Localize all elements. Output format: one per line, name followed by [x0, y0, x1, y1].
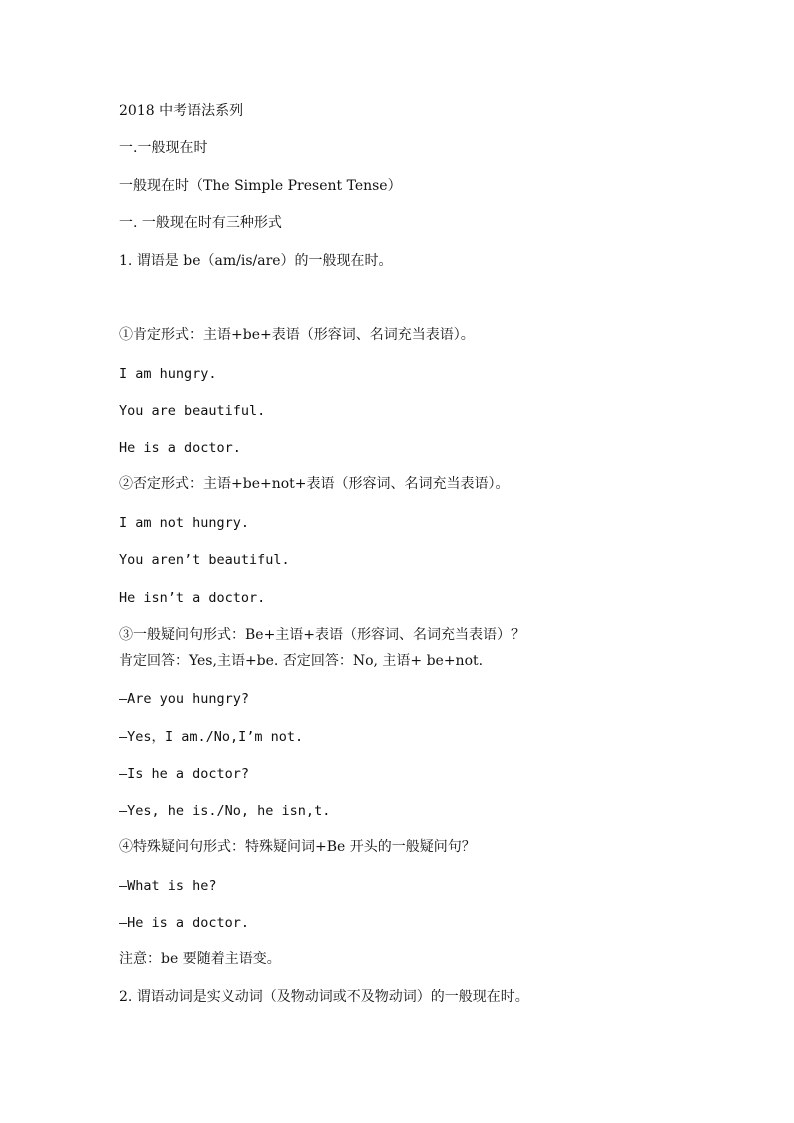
wh-question-rule: ④特殊疑问句形式：特殊疑问词+Be 开头的一般疑问句？: [119, 839, 476, 855]
dialogue-line: —Yes，I am./No,I’m not.: [119, 729, 304, 745]
dialogue-line: —Are you hungry?: [119, 691, 250, 707]
dialogue-line: —What is he?: [119, 878, 217, 894]
example-sentence: You are beautiful.: [119, 403, 266, 419]
example-sentence: He isn’t a doctor.: [119, 590, 266, 606]
point-heading: 1. 谓语是 be（am/is/are）的一般现在时。: [119, 253, 393, 269]
answer-rule: 肯定回答：Yes,主语+be. 否定回答：No, 主语+ be+not.: [119, 653, 484, 669]
topic-heading: 一般现在时（The Simple Present Tense）: [119, 178, 402, 194]
subsection-heading: 一. 一般现在时有三种形式: [119, 215, 282, 231]
example-sentence: He is a doctor.: [119, 440, 241, 456]
question-form-rule: ③一般疑问句形式：Be+主语+表语（形容词、名词充当表语）？: [119, 627, 526, 643]
negative-form-rule: ②否定形式：主语+be+not+表语（形容词、名词充当表语）。: [119, 476, 510, 492]
point-heading: 2. 谓语动词是实义动词（及物动词或不及物动词）的一般现在时。: [119, 989, 529, 1005]
note: 注意：be 要随着主语变。: [119, 951, 281, 967]
example-sentence: You aren’t beautiful.: [119, 552, 290, 568]
dialogue-line: —Yes, he is./No, he isn,t.: [119, 803, 331, 819]
dialogue-line: —He is a doctor.: [119, 915, 250, 931]
affirmative-form-rule: ①肯定形式：主语+be+表语（形容词、名词充当表语）。: [119, 327, 475, 343]
example-sentence: I am not hungry.: [119, 515, 250, 531]
doc-title: 2018 中考语法系列: [119, 103, 244, 119]
section-heading: 一.一般现在时: [119, 140, 208, 156]
dialogue-line: —Is he a doctor?: [119, 766, 250, 782]
example-sentence: I am hungry.: [119, 366, 217, 382]
